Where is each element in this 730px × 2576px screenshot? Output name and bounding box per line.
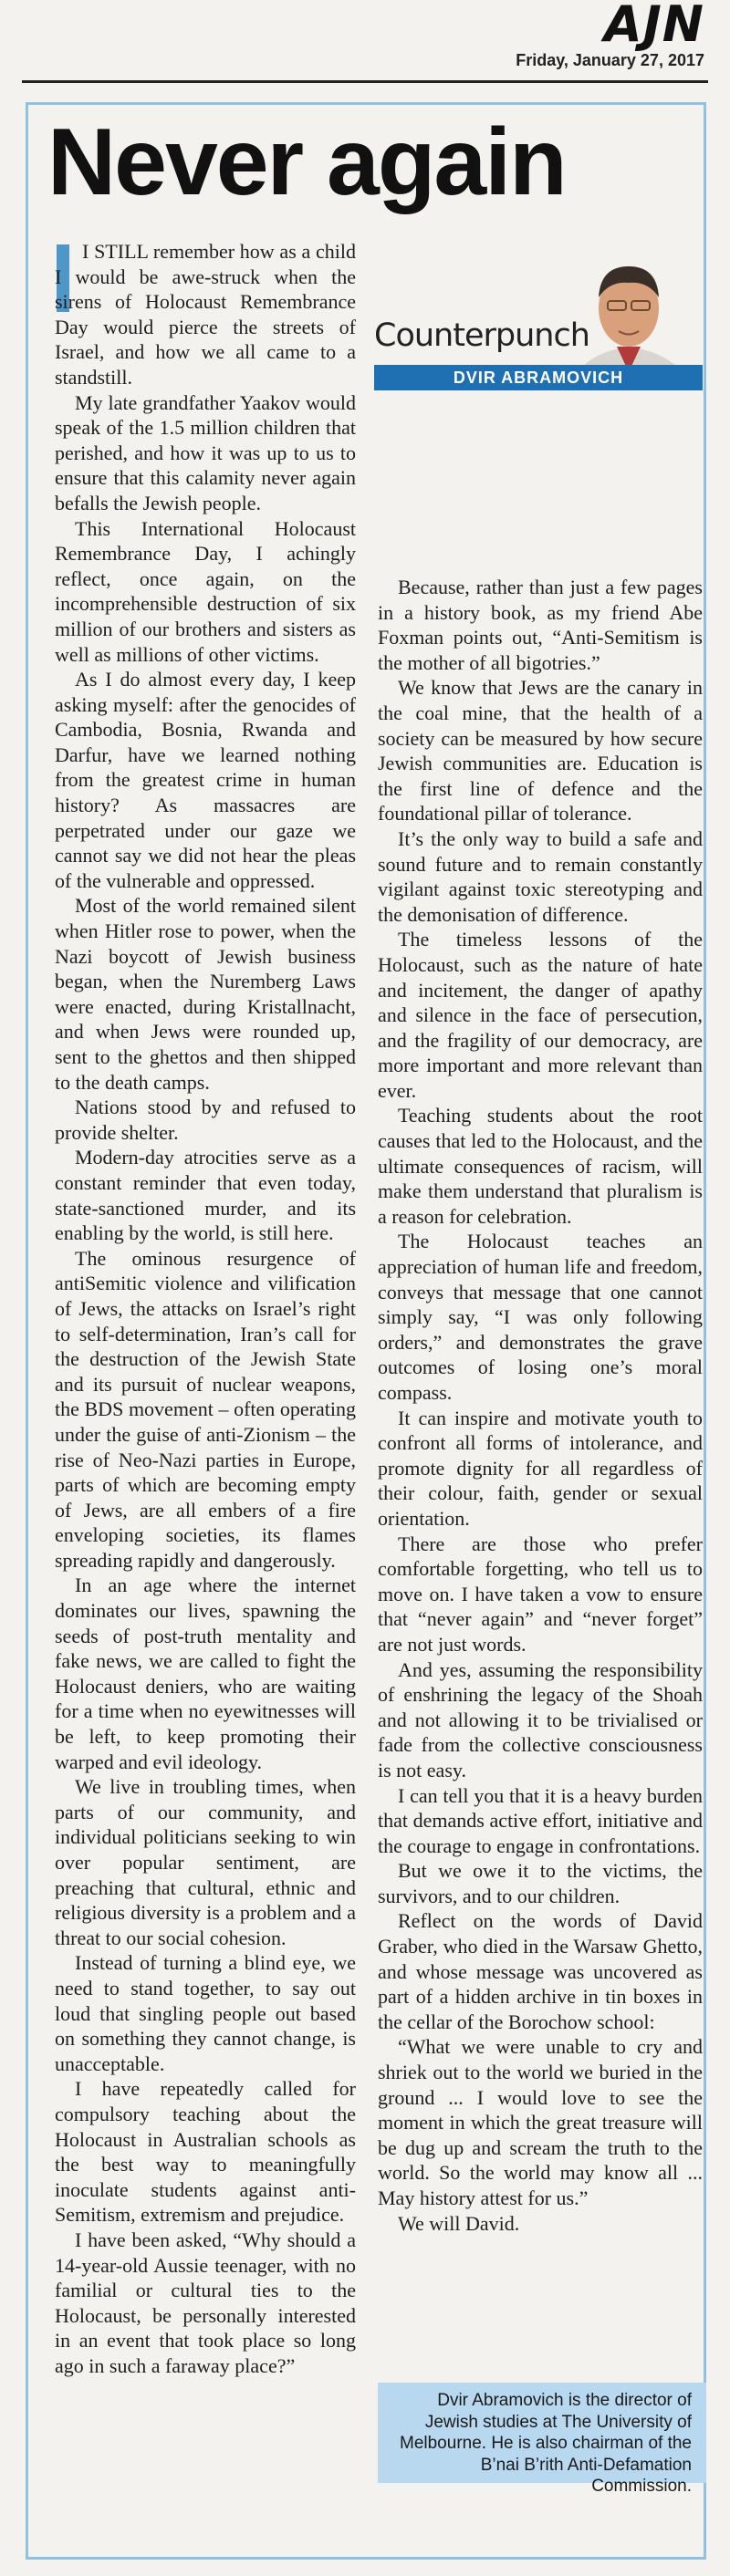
paragraph: I have been asked, “Why should a 14-year-old Aussie teenager, with no familial or cultural ties to the Holocaust, be personally interested in an event that took place so long ago in such a faraway place?” bbox=[55, 2228, 356, 2377]
paragraph: In an age where the internet dominates our lives, spawning the seeds of post-truth mentality and fake news, we are called to fight the Holocaust deniers, who are waiting for a time when no eyewitnesses will be left, to keep promoting their warped and evil ideology. bbox=[55, 1574, 356, 1773]
paragraph: Modern-day atrocities serve as a constant reminder that even today, state-sanctioned murder, and its enabling by the world, is still here. bbox=[55, 1146, 356, 1245]
paragraph: Nations stood by and refused to provide shelter. bbox=[55, 1096, 356, 1144]
paragraph: There are those who prefer comfortable forgetting, who tell us to move on. I have taken a vow to ensure that “never again” and “never forget” are not just words. bbox=[378, 1532, 703, 1656]
paragraph: Reflect on the words of David Graber, who died in the Warsaw Ghetto, and whose message was uncovered as part of a hidden archive in tin boxes in the cellar of the Borochow school: bbox=[378, 1909, 703, 2033]
paragraph: The Holocaust teaches an appreciation of human life and freedom, conveys that message that one cannot simply say, “I was only following orders,” and demonstrates the grave outcomes of losing one’s moral compass. bbox=[378, 1230, 703, 1404]
paragraph: Most of the world remained silent when Hitler rose to power, when the Nazi boycott of Jewish business began, when the Nuremberg Laws were enacted, during Kristallnacht, and when Jews were rounded up, sent to the ghettos and then shipped to the death camps. bbox=[55, 894, 356, 1094]
headline: Never again bbox=[47, 109, 566, 215]
paragraph: I have repeatedly called for compulsory teaching about the Holocaust in Australian schools as the best way to meaningfully inoculate students against anti-Semitism, extremism and prejudice. bbox=[55, 2077, 356, 2227]
paragraph: We will David. bbox=[398, 2211, 520, 2235]
author-byline: DVIR ABRAMOVICH bbox=[374, 365, 703, 390]
paragraph: Because, rather than just a few pages in a history book, as my friend Abe Foxman points out, “Anti-Semitism is the mother of all bigotries.” bbox=[378, 576, 703, 674]
issue-date: Friday, January 27, 2017 bbox=[516, 51, 704, 69]
paragraph: This International Holocaust Remembrance Day, I achingly reflect, once again, on the incomprehensible destruction of six million of our brothers and sisters as well as millions of other victims. bbox=[55, 516, 356, 666]
paragraph: “What we were unable to cry and shriek out to the world we buried in the ground ... I would love to see the moment in which the great treasure will be dug up and scream the truth to the world. So the world may know all ... May history attest for us.” bbox=[378, 2035, 703, 2209]
paragraph: It can inspire and motivate youth to confront all forms of intolerance, and promote dignity for all regardless of their colour, faith, gender or sexual orientation. bbox=[378, 1406, 703, 1530]
paragraph: Teaching students about the root causes that led to the Holocaust, and the ultimate consequences of racism, will make them understand that pluralism is a reason for celebration. bbox=[378, 1104, 703, 1228]
paragraph: As I do almost every day, I keep asking myself: after the genocides of Cambodia, Bosnia, Rwanda and Darfur, have we learned nothing from the greatest crime in human history? As massacres are perpetrated under our gaze we cannot say we did not hear the pleas of the vulnerable and oppressed. bbox=[55, 668, 356, 892]
paragraph: I can tell you that it is a heavy burden that demands active effort, initiative and the courage to engage in confrontations. bbox=[378, 1783, 703, 1857]
column-kicker: Counterpunch bbox=[374, 317, 589, 354]
author-bio: Dvir Abramovich is the director of Jewish studies at The University of Melbourne. He is also chairman of the B’nai B’rith Anti-Defamation Commission. bbox=[378, 2383, 706, 2483]
article-column-left bbox=[55, 239, 356, 2378]
masthead-rule bbox=[22, 80, 708, 83]
masthead bbox=[412, 0, 704, 70]
paragraph: We live in troubling times, when parts of our community, and individual politicians seeking to win over popular sentiment, are preaching that cultural, ethnic and religious diversity is a problem and a threat to our social cohesion. bbox=[55, 1775, 356, 1949]
article-column-right bbox=[378, 575, 703, 2236]
publication-logo: AJN bbox=[603, 0, 704, 53]
paragraph: But we owe it to the victims, the survivors, and to our children. bbox=[378, 1859, 703, 1907]
paragraph: And yes, assuming the responsibility of enshrining the legacy of the Shoah and not allowing it to be trivialised or fade from the collective consciousness is not easy. bbox=[378, 1657, 703, 1781]
paragraph: The ominous resurgence of antiSemitic violence and vilification of Jews, the attacks on Israel’s right to self-determination, Iran’s call for the destruction of the Jewish State and its pursuit of nuclear weapons, the BDS movement – often operating under the guise of anti-Zionism – the rise of Neo-Nazi parties in Europe, parts of which are becoming empty of Jews, are all embers of a fire enveloping societies, its flames spreading rapidly and dangerously. bbox=[55, 1246, 356, 1572]
paragraph: I STILL remember how as a child I would be awe-struck when the sirens of Holocaust Remembrance Day would pierce the streets of Israel, and how we all came to a standstill. bbox=[55, 240, 356, 389]
paragraph: The timeless lessons of the Holocaust, such as the nature of hate and incitement, the danger of apathy and silence in the face of persecution, and the fragility of our democracy, are more important and more relevant than ever. bbox=[378, 928, 703, 1102]
paragraph: My late grandfather Yaakov would speak of the 1.5 million children that perished, and how it was up to us to ensure that this calamity never again befalls the Jewish people. bbox=[55, 390, 356, 514]
paragraph: It’s the only way to build a safe and sound future and to remain constantly vigilant against toxic stereotyping and the demonisation of difference. bbox=[378, 826, 703, 926]
paragraph: We know that Jews are the canary in the coal mine, that the health of a society can be measured by how secure Jewish communities are. Education is the first line of defence and the foundational pillar of tolerance. bbox=[378, 676, 703, 826]
paragraph: Instead of turning a blind eye, we need to stand together, to say out loud that singling people out based on something they cannot change, is unacceptable. bbox=[55, 1951, 356, 2075]
